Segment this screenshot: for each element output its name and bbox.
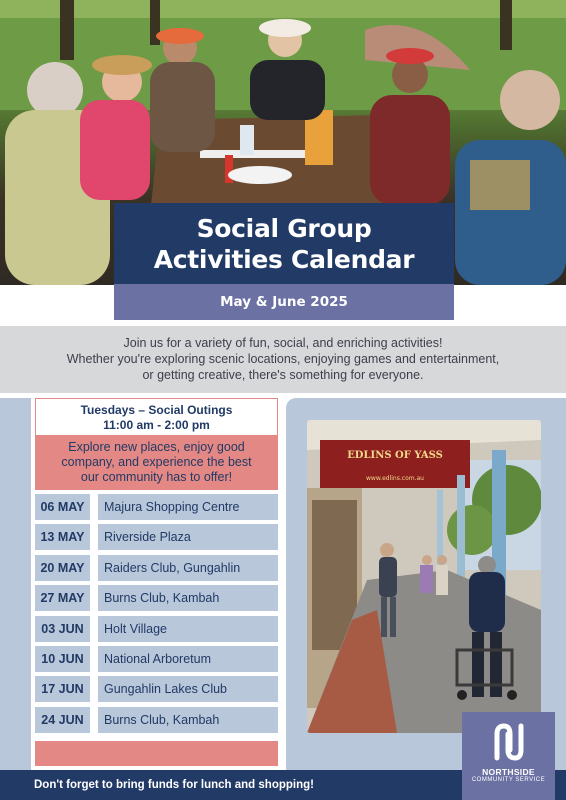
schedule-row [35,676,278,702]
left-accent-strip [0,398,31,770]
title-line-1: Social Group [196,213,372,243]
footer-reminder: Don't forget to bring funds for lunch and shopping! [34,779,314,791]
shop-sign-text: EDLINS OF YASS [347,450,443,461]
schedule-place: Holt Village [98,616,278,642]
schedule-row [35,524,278,550]
schedule-description [35,436,278,490]
schedule-row [35,555,278,581]
title-line-2: Activities Calendar [153,244,415,274]
schedule-date: 20 MAY [35,555,90,581]
schedule-date: 24 JUN [35,707,90,733]
schedule-row [35,494,278,520]
schedule-place: Majura Shopping Centre [98,494,278,520]
schedule-place: Burns Club, Kambah [98,585,278,611]
street-photo [307,420,541,733]
schedule-list [35,494,278,737]
title-box [114,203,454,284]
schedule-desc-line-3: our community has to offer! [80,470,233,484]
schedule-end-bar [35,741,278,766]
schedule-desc-line-2: company, and experience the best [61,455,252,469]
schedule-date: 27 MAY [35,585,90,611]
schedule-place: Burns Club, Kambah [98,707,278,733]
schedule-time: 11:00 am - 2:00 pm [103,418,210,432]
schedule-date: 10 JUN [35,646,90,672]
schedule-place: National Arboretum [98,646,278,672]
schedule-place: Gungahlin Lakes Club [98,676,278,702]
shop-sign-web: www.edlins.com.au [366,475,424,482]
schedule-desc-line-1: Explore new places, enjoy good [68,440,245,454]
schedule-row [35,585,278,611]
schedule-date: 17 JUN [35,676,90,702]
logo-name: NORTHSIDE [482,767,535,777]
logo-subtitle: COMMUNITY SERVICE [471,777,546,783]
schedule-heading: Tuesdays – Social Outings [80,403,233,417]
intro-band [0,326,566,393]
intro-line-3: or getting creative, there's something for everyone. [142,368,424,382]
schedule-date: 13 MAY [35,524,90,550]
northside-logo [462,712,555,800]
schedule-row [35,616,278,642]
intro-line-1: Join us for a variety of fun, social, and enriching activities! [123,336,443,350]
schedule-row [35,646,278,672]
schedule-date: 06 MAY [35,494,90,520]
schedule-place: Raiders Club, Gungahlin [98,555,278,581]
date-range-banner: May & June 2025 [114,284,454,320]
schedule-date: 03 JUN [35,616,90,642]
northside-logo-icon [492,722,526,762]
schedule-place: Riverside Plaza [98,524,278,550]
schedule-header [35,398,278,436]
schedule-row [35,707,278,733]
intro-line-2: Whether you're exploring scenic locations, enjoying games and entertainment, [66,352,500,366]
